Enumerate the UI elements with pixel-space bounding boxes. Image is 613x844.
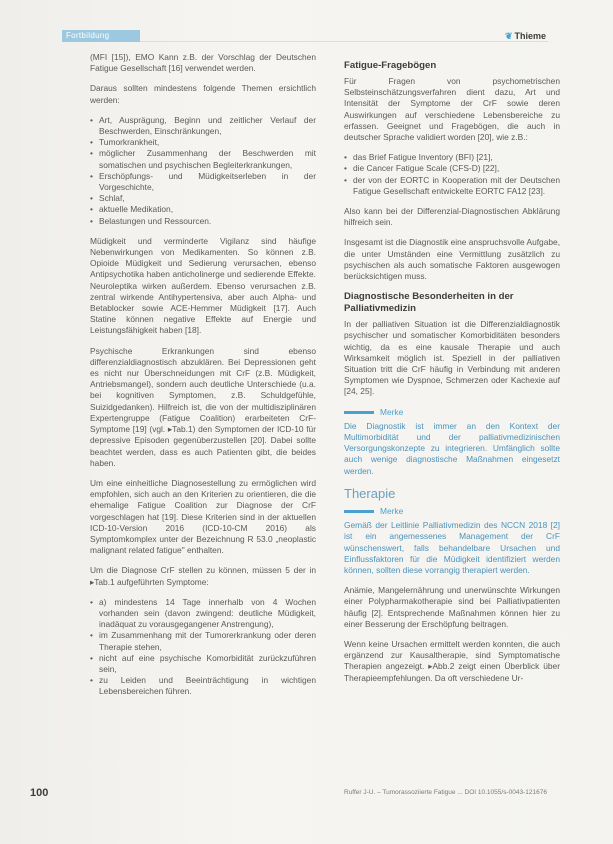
topic-list bbox=[90, 115, 316, 227]
merke-header bbox=[344, 407, 560, 418]
paragraph: Müdigkeit und verminderte Vigilanz sind häufige Nebenwirkungen von Medikamenten. So können z.B. Opioide Müdigkeit und Sedierung verursachen, ebenso Antipsychotika haben anticholinerge und sedierende Effekte. Neuroleptika wirken außerdem. Ebenso verursachen z.B. zentral wirkende Antihypertensiva, aber auch Alpha- und Betablocker sowie ACE-Hemmer Müdigkeit [17]. Auch Statine können negative Effekte auf Energie und Leistungsfähigkeit haben [18]. bbox=[90, 235, 316, 336]
footer-citation: Ruffer J-U. – Tumorassoziierte Fatigue ... DOI 10.1055/s-0043-121676 bbox=[344, 789, 547, 796]
section-heading: Diagnostische Besonderheiten in der Palliativmedizin bbox=[344, 291, 514, 315]
paragraph: Also kann bei der Differenzial-Diagnostischen Abklärung hilfreich sein. bbox=[344, 206, 560, 228]
right-column bbox=[344, 60, 560, 693]
publisher-logo bbox=[505, 31, 546, 42]
list-item: • zu Leiden und Beeinträchtigung in wichtigen Lebensbereichen führen. bbox=[90, 675, 316, 697]
list-item: • aktuelle Medikation, bbox=[90, 204, 316, 215]
header-section-label: Fortbildung bbox=[66, 31, 110, 40]
page-number: 100 bbox=[30, 787, 49, 799]
paragraph: Insgesamt ist die Diagnostik eine anspruchsvolle Aufgabe, die unter Umständen eine Vermittlung zusätzlich zu psychischen als auch somatische Faktoren ausgewogen berücksichtigen muss. bbox=[344, 237, 561, 282]
list-item: • Tumorkrankheit, bbox=[90, 137, 316, 148]
merke-bar bbox=[344, 411, 374, 414]
merke-bar bbox=[344, 510, 374, 513]
merke-label: Merke bbox=[380, 406, 404, 417]
list-item: • Art, Ausprägung, Beginn und zeitlicher Verlauf der Beschwerden, Einschränkungen, bbox=[90, 115, 316, 137]
left-column bbox=[90, 52, 316, 707]
paragraph: Um eine einheitliche Diagnosestellung zu ermöglichen wird empfohlen, sich auch an den Kriterien zu orientieren, die die ehemalige Fatigue Coalition zur Diagnose der CrF vorgeschlagen hat [19]. Diese Kriterien sind in der aktuellen ICD-10-Version 2016 (ICD-10-CM 2016) als Symptomkomplex unter der Bezeichnung R 53.0 „neoplastic malignant related fatigue" enthalten. bbox=[90, 477, 316, 556]
list-item: • der von der EORTC in Kooperation mit der Deutschen Fatigue Gesellschaft entwickelte EORTC FA12 [23]. bbox=[344, 175, 560, 197]
list-item: • Erschöpfungs- und Müdigkeitserleben in der Vorgeschichte, bbox=[90, 171, 316, 193]
merke-text: Die Diagnostik ist immer an den Kontext der Multimorbidität und der palliativmedizinischen Versorgungskonzepte zu integrieren. Umfänglich sollte auch wenige diagnostische Maßnahmen eingesetzt werden. bbox=[344, 420, 560, 476]
thieme-logo-icon: ❦ bbox=[505, 31, 513, 41]
list-item: • Belastungen und Ressourcen. bbox=[90, 216, 316, 227]
list-item: • a) mindestens 14 Tage innerhalb von 4 Wochen vorhanden sein (davon zwingend: deutliche Müdigkeit, inadäquat zu vorausgegangener Anstrengung), bbox=[90, 597, 316, 631]
paragraph: Psychische Erkrankungen sind ebenso differenzialdiagnostisch abzuklären. Bei Depressionen geht es nicht nur Überschneidungen mit CrF (z.B. Müdigkeit, Antriebsmangel), sondern auch deutliche Unterschiede (u.a. bei kognitiven Symptomen, z.B. Schuldgefühle, Suizidgedanken). Hilfreich ist, die von der multidisziplinären Expertengruppe (Fatigue Coalition) erarbeiteten CrF-Symptome [19] (vgl. ▸Tab.1) den Symptomen der ICD-10 für depressive Episoden gegenüberzustellen [20]. Dabei sollte beachtet werden, dass es auch Patienten gibt, die beides haben. bbox=[90, 345, 316, 468]
merke-text: Gemäß der Leitlinie Palliativmedizin des NCCN 2018 [2] ist ein angemessenes Management der CrF wünschenswert, falls behandelbare Ursachen und Einflussfaktoren für die Müdigkeit identifiziert werden können, sollten diese vorrangig therapiert werden. bbox=[344, 520, 560, 575]
list-item: • im Zusammenhang mit der Tumorerkrankung oder deren Therapie stehen, bbox=[90, 630, 316, 652]
paragraph: (MFI [15]), EMO Kann z.B. der Vorschlag der Deutschen Fatigue Gesellschaft [16] verwendet werden. bbox=[90, 52, 316, 74]
questionnaire-list bbox=[344, 152, 560, 197]
paragraph: In der palliativen Situation ist die Differenzialdiagnostik psychischer und somatischer Komorbiditäten besonders wichtig, da es eine kausale Therapie und auch Wirksamkeit möglich ist. Speziell in der palliativen Situation tritt die CrF häufig in Verbindung mit anderen Symptomen wie Dyspnoe, Schmerzen oder Kachexie auf [24, 25]. bbox=[344, 319, 560, 397]
list-item: • möglicher Zusammenhang der Beschwerden mit somatischen und psychischen Begleiterkrankungen, bbox=[90, 148, 316, 170]
paragraph: Für Fragen von psychometrischen Selbsteinschätzungsverfahren dient dazu, Art und Intensität der Symptome der CrF sowie deren Auswirkungen auf verschiedene Lebensbereiche zu erfassen. Geeignet und Fragebögen, die auch in deutscher Sprache validiert worden [20], wie z.B.: bbox=[344, 76, 560, 143]
list-item: • das Brief Fatigue Inventory (BFI) [21], bbox=[344, 152, 560, 163]
paragraph: Wenn keine Ursachen ermittelt werden konnten, die auch ergänzend zur Kausaltherapie, sind Symptomatische Therapien angezeigt. ▸Abb.2 zeigt einen Überblick über Therapieempfehlungen. Da oft verschiedene Ur- bbox=[344, 638, 560, 683]
list-item: • Schlaf, bbox=[90, 193, 316, 204]
merke-label: Merke bbox=[380, 505, 404, 516]
publisher-name: Thieme bbox=[514, 31, 547, 41]
criteria-list bbox=[90, 597, 316, 698]
paragraph: Um die Diagnose CrF stellen zu können, müssen 5 der in ▸Tab.1 aufgeführten Symptome: bbox=[90, 565, 316, 587]
list-item: • nicht auf eine psychische Komorbidität zurückzuführen sein, bbox=[90, 653, 316, 675]
chapter-heading: Therapie bbox=[344, 485, 396, 501]
merke-header bbox=[344, 506, 560, 517]
paragraph: Daraus sollten mindestens folgende Themen ersichtlich werden: bbox=[90, 83, 316, 105]
list-item: • die Cancer Fatigue Scale (CFS-D) [22], bbox=[344, 163, 560, 174]
section-heading: Fatigue-Fragebögen bbox=[344, 60, 437, 71]
header-rule bbox=[140, 41, 548, 42]
paragraph: Anämie, Mangelernährung und unerwünschte Wirkungen einer Polypharmakotherapie sind bei Palliativpatienten häufig [2]. Entsprechende Maßnahmen können hier zu einer Besserung der Erschöpfung beitragen. bbox=[344, 585, 560, 629]
